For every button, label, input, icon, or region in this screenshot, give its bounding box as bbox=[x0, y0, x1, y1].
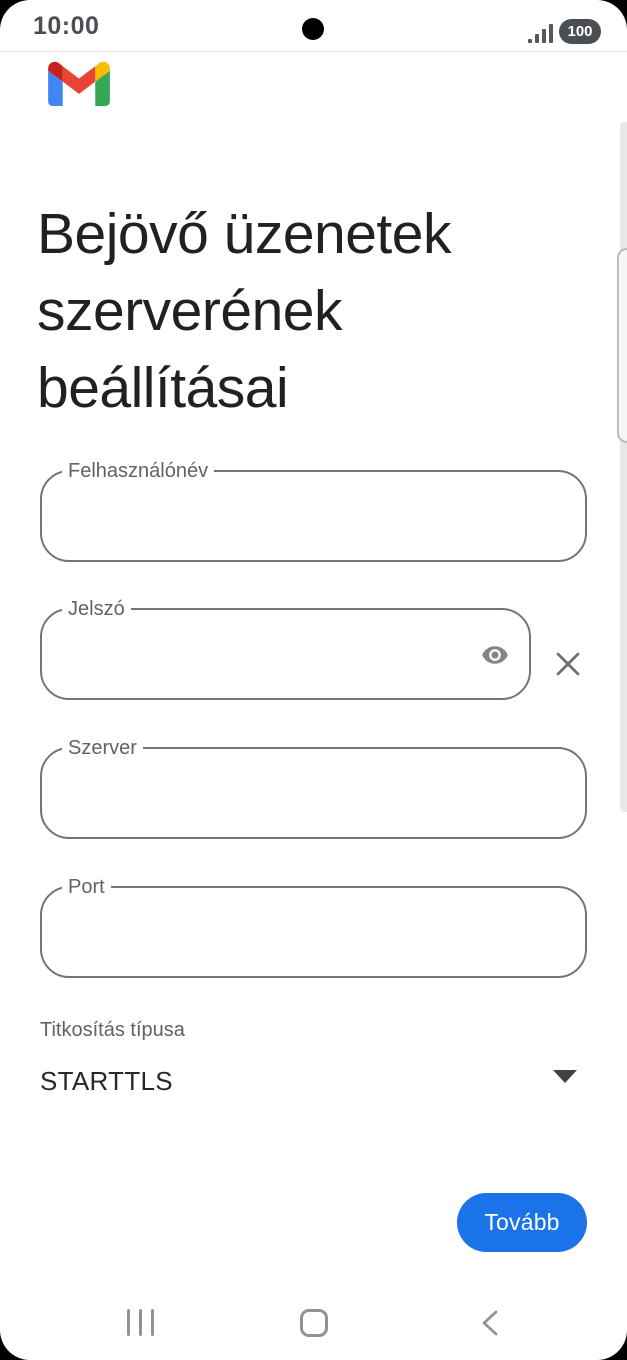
edge-panel-handle[interactable] bbox=[617, 248, 627, 443]
encryption-dropdown[interactable] bbox=[40, 1019, 587, 1103]
password-input[interactable] bbox=[42, 610, 529, 698]
password-label: Jelszó bbox=[62, 598, 131, 621]
password-field bbox=[40, 598, 531, 700]
server-input[interactable] bbox=[42, 749, 585, 837]
signal-bars-icon bbox=[528, 22, 556, 44]
username-label: Felhasználónév bbox=[62, 460, 214, 483]
gmail-logo bbox=[48, 58, 110, 106]
encryption-label: Titkosítás típusa bbox=[40, 1019, 185, 1041]
port-input[interactable] bbox=[42, 888, 585, 976]
encryption-value: STARTTLS bbox=[40, 1066, 173, 1096]
recents-icon[interactable] bbox=[127, 1309, 154, 1336]
battery-icon: 100 bbox=[559, 19, 601, 44]
page-title: Bejövő üzenetek szerverének beállításai bbox=[37, 202, 451, 421]
camera-punch-hole bbox=[302, 18, 324, 40]
home-icon[interactable] bbox=[300, 1309, 328, 1337]
eye-visibility-icon[interactable] bbox=[475, 636, 515, 676]
status-time: 10:00 bbox=[33, 12, 100, 40]
back-icon[interactable] bbox=[481, 1310, 499, 1336]
username-field bbox=[40, 460, 587, 562]
port-field bbox=[40, 876, 587, 978]
close-x-icon[interactable] bbox=[549, 646, 587, 684]
scrollbar[interactable] bbox=[620, 122, 627, 812]
status-bar-divider bbox=[0, 51, 627, 52]
server-field bbox=[40, 737, 587, 839]
status-bar bbox=[0, 0, 627, 52]
port-label: Port bbox=[62, 876, 111, 899]
next-button[interactable]: Tovább bbox=[457, 1193, 587, 1252]
server-label: Szerver bbox=[62, 737, 143, 760]
dropdown-arrow-icon bbox=[553, 1070, 577, 1083]
username-input[interactable] bbox=[42, 472, 585, 560]
